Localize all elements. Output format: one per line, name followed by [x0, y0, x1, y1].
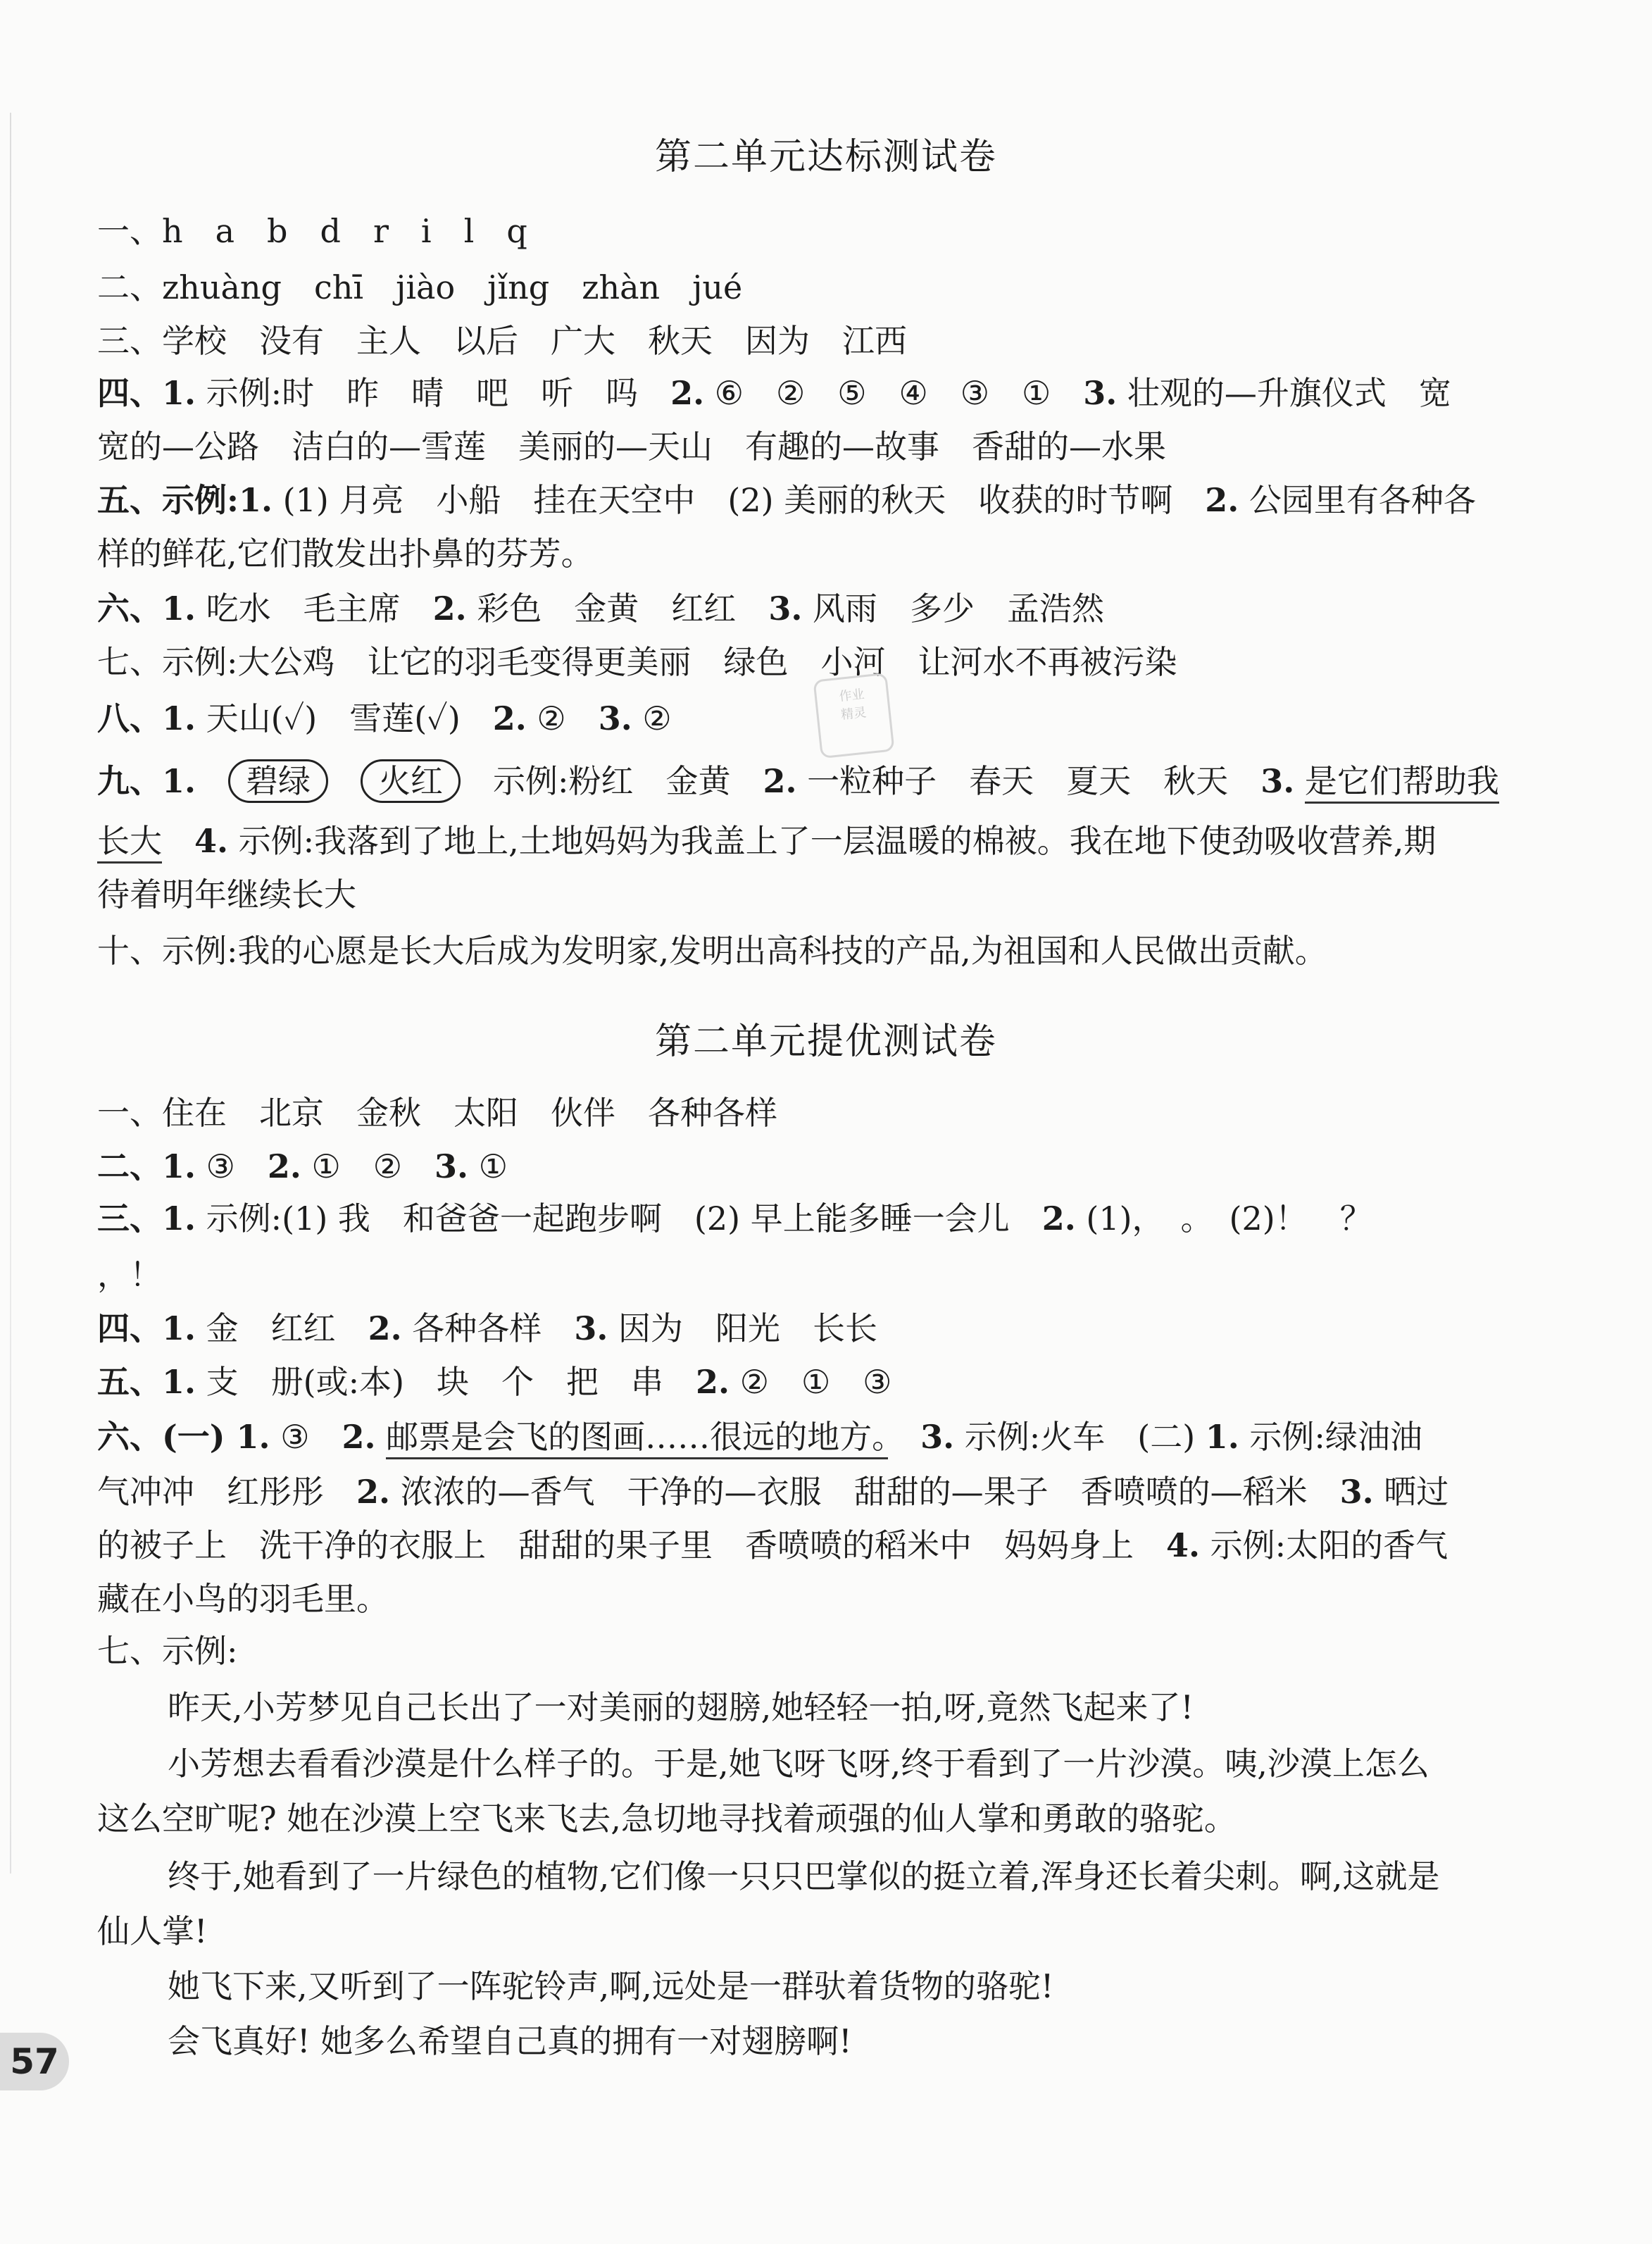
adv-answer-2: 二、1. ③ 2. ① ② 3. ①: [97, 1147, 508, 1185]
essay-para-4: 她飞下来,又听到了一阵驼铃声,啊,远处是一群驮着货物的骆驼!: [168, 1967, 1054, 2005]
adv-answer-3-cont: ，！: [97, 1256, 162, 1294]
answer-9-cont: 长大 4. 示例:我落到了地上,土地妈妈为我盖上了一层温暖的棉被。我在地下使劲吸收营养,期: [97, 820, 1534, 862]
answer-5-cont: 样的鲜花,它们散发出扑鼻的芬芳。: [97, 535, 594, 573]
page-number: 57: [0, 2033, 69, 2090]
essay-para-1: 昨天,小芳梦见自己长出了一对美丽的翅膀,她轻轻一拍,呀,竟然飞起来了!: [168, 1688, 1194, 1726]
answer-4-cont: 宽的—公路 洁白的—雪莲 美丽的—天山 有趣的—故事 香甜的—水果: [97, 428, 1166, 466]
underlined-answer: 是它们帮助我: [1305, 762, 1499, 804]
adv-answer-6: 六、(一) 1. ③ 2. 邮票是会飞的图画……很远的地方。 3. 示例:火车 (二) 1. 示例:绿油油: [97, 1416, 1534, 1458]
answer-9: 九、1. 碧绿 火红 示例:粉红 金黄 2. 一粒种子 春天 夏天 秋天 3. 是它们帮助我: [97, 759, 1534, 803]
answer-2: 二、zhuàng chī jiào jǐng zhàn jué: [97, 268, 743, 306]
adv-answer-4: 四、1. 金 红红 2. 各种各样 3. 因为 阳光 长长: [97, 1309, 877, 1347]
circled-word-2: 火红: [361, 759, 461, 803]
answer-10: 十、示例:我的心愿是长大后成为发明家,发明出高科技的产品,为祖国和人民做出贡献。: [97, 932, 1327, 970]
section-title-unit2-advanced: 第二单元提优测试卷: [654, 1021, 997, 1063]
adv-answer-6-cont: 气冲冲 红彤彤 2. 浓浓的—香气 干净的—衣服 甜甜的—果子 香喷喷的—稻米 3. 晒过: [97, 1473, 1449, 1511]
essay-para-5: 会飞真好! 她多么希望自己真的拥有一对翅膀啊!: [168, 2022, 852, 2060]
adv-answer-5: 五、1. 支 册(或:本) 块 个 把 串 2. ② ① ③: [97, 1363, 892, 1401]
section-title-unit2-standard: 第二单元达标测试卷: [654, 136, 997, 178]
adv-answer-6-cont3: 藏在小鸟的羽毛里。: [97, 1580, 389, 1618]
adv-answer-6-cont2: 的被子上 洗干净的衣服上 甜甜的果子里 香喷喷的稻米中 妈妈身上 4. 示例:太阳的香气: [97, 1526, 1448, 1564]
answer-1: 一、h a b d r i l q: [97, 212, 527, 250]
watermark-stamp: 作业 精灵: [813, 673, 894, 759]
essay-para-3b: 仙人掌!: [97, 1912, 208, 1950]
answer-8: 八、1. 天山(✓) 雪莲(✓) 2. ② 3. ②: [97, 699, 672, 737]
answer-9-cont2: 待着明年继续长大: [97, 875, 356, 914]
answer-6: 六、1. 吃水 毛主席 2. 彩色 金黄 红红 3. 风雨 多少 孟浩然: [97, 590, 1104, 628]
essay-para-3a: 终于,她看到了一片绿色的植物,它们像一只只巴掌似的挺立着,浑身还长着尖刺。啊,这就是: [168, 1857, 1440, 1895]
answer-4: 四、1. 示例:时 昨 晴 吧 听 吗 2. ⑥ ② ⑤ ④ ③ ① 3. 壮观的—升旗仪式 宽: [97, 374, 1451, 412]
adv-answer-1: 一、住在 北京 金秋 太阳 伙伴 各种各样: [97, 1094, 777, 1132]
margin-line: [10, 113, 11, 1874]
circled-word-1: 碧绿: [228, 759, 328, 803]
answer-5: 五、示例:1. (1) 月亮 小船 挂在天空中 (2) 美丽的秋天 收获的时节啊 2. 公园里有各种各: [97, 481, 1476, 519]
adv-answer-3: 三、1. 示例:(1) 我 和爸爸一起跑步啊 (2) 早上能多睡一会儿 2. (1)， 。 (2)！ ？: [97, 1199, 1372, 1238]
essay-para-2b: 这么空旷呢? 她在沙漠上空飞来飞去,急切地寻找着顽强的仙人掌和勇敢的骆驼。: [97, 1800, 1237, 1838]
answer-7: 七、示例:大公鸡 让它的羽毛变得更美丽 绿色 小河 让河水不再被污染: [97, 643, 1177, 681]
essay-para-2a: 小芳想去看看沙漠是什么样子的。于是,她飞呀飞呀,终于看到了一片沙漠。咦,沙漠上怎么: [168, 1745, 1429, 1783]
answer-3: 三、学校 没有 主人 以后 广大 秋天 因为 江西: [97, 322, 907, 360]
adv-answer-7: 七、示例:: [97, 1632, 238, 1670]
underlined-sentence: 邮票是会飞的图画……很远的地方。: [386, 1418, 888, 1459]
